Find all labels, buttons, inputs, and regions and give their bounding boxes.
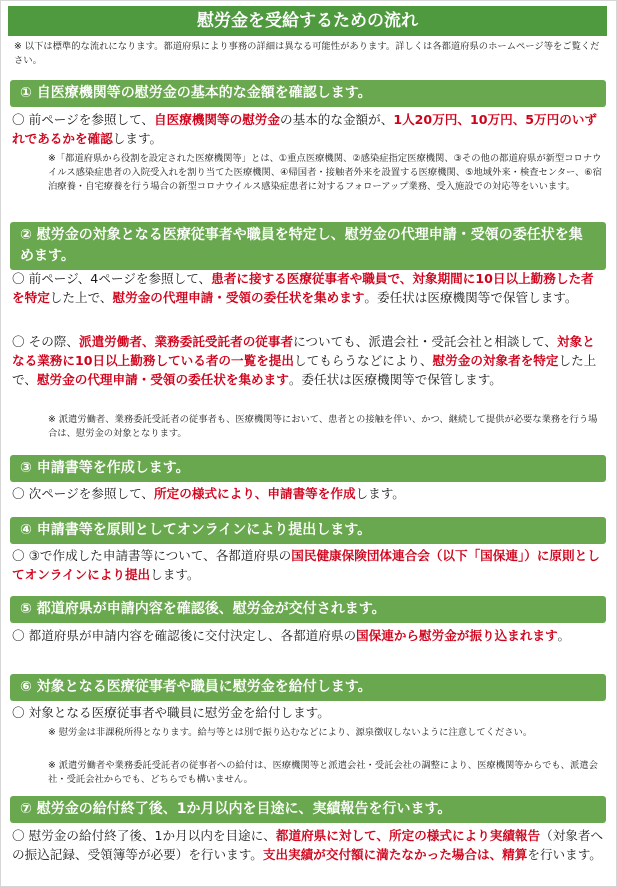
circle-marker-icon: 〇 <box>12 112 25 127</box>
para-text: 都道府県が申請内容を確認後に交付決定し、各都道府県の <box>28 628 357 643</box>
step-5-heading: ⑤ 都道府県が申請内容を確認後、慰労金が交付されます。 <box>10 596 606 623</box>
para-text: 前ページを参照して、 <box>28 112 155 127</box>
emphasis-text: 1人20万円、10万円、5万円のいずれであるかを確認 <box>12 112 598 146</box>
step-3-para-1 <box>12 484 605 503</box>
circle-marker-icon: 〇 <box>12 486 25 501</box>
para-text: 前ページ、4ページを参照して、 <box>28 271 212 286</box>
emphasis-text: 国保連から慰労金が振り込まれます <box>356 628 558 643</box>
para-text: 慰労金の給付終了後、1か月以内を目途に、 <box>28 828 276 843</box>
para-text: 対象となる医療従事者や職員に慰労金を給付します。 <box>28 705 330 720</box>
para-text: 。 <box>557 628 571 643</box>
para-text: します。 <box>112 131 163 146</box>
para-text: した上で、 <box>49 290 113 305</box>
emphasis-text: 慰労金の代理申請・受領の委任状を集めます <box>36 372 289 387</box>
para-text: 。委任状は医療機関等で保管します。 <box>364 290 578 305</box>
para-text: 。委任状は医療機関等で保管します。 <box>288 372 502 387</box>
page-title: 慰労金を受給するための流れ <box>8 6 607 36</box>
step-2-para-2 <box>12 332 605 389</box>
emphasis-text: 都道府県に対して、所定の様式により実績報告 <box>275 828 541 843</box>
para-text: についても、派遣会社・受託会社と相談して、 <box>293 334 558 349</box>
para-text: してもらうなどにより、 <box>294 353 433 368</box>
emphasis-text: 患者に接する医療従事者や職員で、対象期間に10日以上勤務した者を特定 <box>12 271 594 305</box>
step-1-para-1 <box>12 110 605 148</box>
step-4-heading: ④ 申請書等を原則としてオンラインにより提出します。 <box>10 517 606 544</box>
step-2-heading: ② 慰労金の対象となる医療従事者や職員を特定し、慰労金の代理申請・受領の委任状を集めます。 <box>10 222 606 270</box>
para-text: します。 <box>150 567 200 582</box>
emphasis-text: 派遣労働者、業務委託受託者の従事者 <box>78 334 294 349</box>
para-text: の基本的な金額が、 <box>279 112 394 127</box>
emphasis-text: 慰労金の代理申請・受領の委任状を集めます <box>112 290 365 305</box>
para-text: を行います。 <box>527 847 602 862</box>
step-5-para-1 <box>12 626 605 645</box>
para-text: その際、 <box>28 334 79 349</box>
emphasis-text: 国民健康保険団体連合会（以下「国保連」）に原則としてオンラインにより提出 <box>12 548 600 582</box>
para-text: ③で作成した申請書等について、各都道府県の <box>28 548 292 563</box>
para-text: 次ページを参照して、 <box>28 486 155 501</box>
circle-marker-icon: 〇 <box>12 828 25 843</box>
circle-marker-icon: 〇 <box>12 548 25 563</box>
para-text: します。 <box>355 486 405 501</box>
para-text: （対象者への振込記録、受領簿等が必要）を行います。 <box>12 828 604 862</box>
emphasis-text: 支出実績が交付額に満たなかった場合は、精算 <box>262 847 528 862</box>
step-1-heading: ① 自医療機関等の慰労金の基本的な金額を確認します。 <box>10 80 606 107</box>
step-7-heading: ⑦ 慰労金の給付終了後、1か月以内を目途に、実績報告を行います。 <box>10 796 606 823</box>
emphasis-text: 対象となる業務に10日以上勤務している者の一覧を提出 <box>12 334 595 368</box>
emphasis-text: 自医療機関等の慰労金 <box>154 112 280 127</box>
step-6-heading: ⑥ 対象となる医療従事者や職員に慰労金を給付します。 <box>10 674 606 701</box>
emphasis-text: 所定の様式により、申請書等を作成 <box>154 486 356 501</box>
step-6-note-1: ※ 慰労金は非課税所得となります。給与等とは別で振り込むなどにより、源泉徴収しないように注意してください。 <box>48 727 533 738</box>
step-7-para-1 <box>12 826 605 864</box>
step-2-note-1: ※ 派遣労働者、業務委託受託者の従事者も、医療機関等において、患者との接触を伴い、かつ、継続して提供が必要な業務を行う場合は、慰労金の対象となります。 <box>48 414 598 439</box>
step-2-para-1 <box>12 269 605 307</box>
para-text: した上で、 <box>12 353 597 387</box>
circle-marker-icon: 〇 <box>12 705 25 720</box>
emphasis-text: 慰労金の対象者を特定 <box>432 353 559 368</box>
circle-marker-icon: 〇 <box>12 628 25 643</box>
step-4-para-1 <box>12 546 605 584</box>
circle-marker-icon: 〇 <box>12 271 25 286</box>
step-1-note-1: ※「都道府県から役割を設定された医療機関等」とは、①重点医療機関、②感染症指定医療機関、③その他の都道府県が新型コロナウイルス感染症患者の入院受入れを割り当てた医療機関、④帰国者・接触者外来を設置する医療機関、⑤地域外来・検査センター、⑥宿泊療養・自宅療養を行う場合の新型コロナウイルス感染症患者に対するフォローアップ業務、受入施設での対応等をいいます。 <box>48 153 602 192</box>
circle-marker-icon: 〇 <box>12 334 25 349</box>
intro-note: ※ 以下は標準的な流れになります。都道府県により事務の詳細は異なる可能性があります。詳しくは各都道府県のホームページ等をご覧ください。 <box>14 41 600 66</box>
step-6-para-1 <box>12 703 605 722</box>
step-6-note-2: ※ 派遣労働者や業務委託受託者の従事者への給付は、医療機関等と派遣会社・受託会社の調整により、医療機関等からでも、派遣会社・受託会社からでも、どちらでも構いません。 <box>48 760 598 785</box>
step-3-heading: ③ 申請書等を作成します。 <box>10 455 606 482</box>
